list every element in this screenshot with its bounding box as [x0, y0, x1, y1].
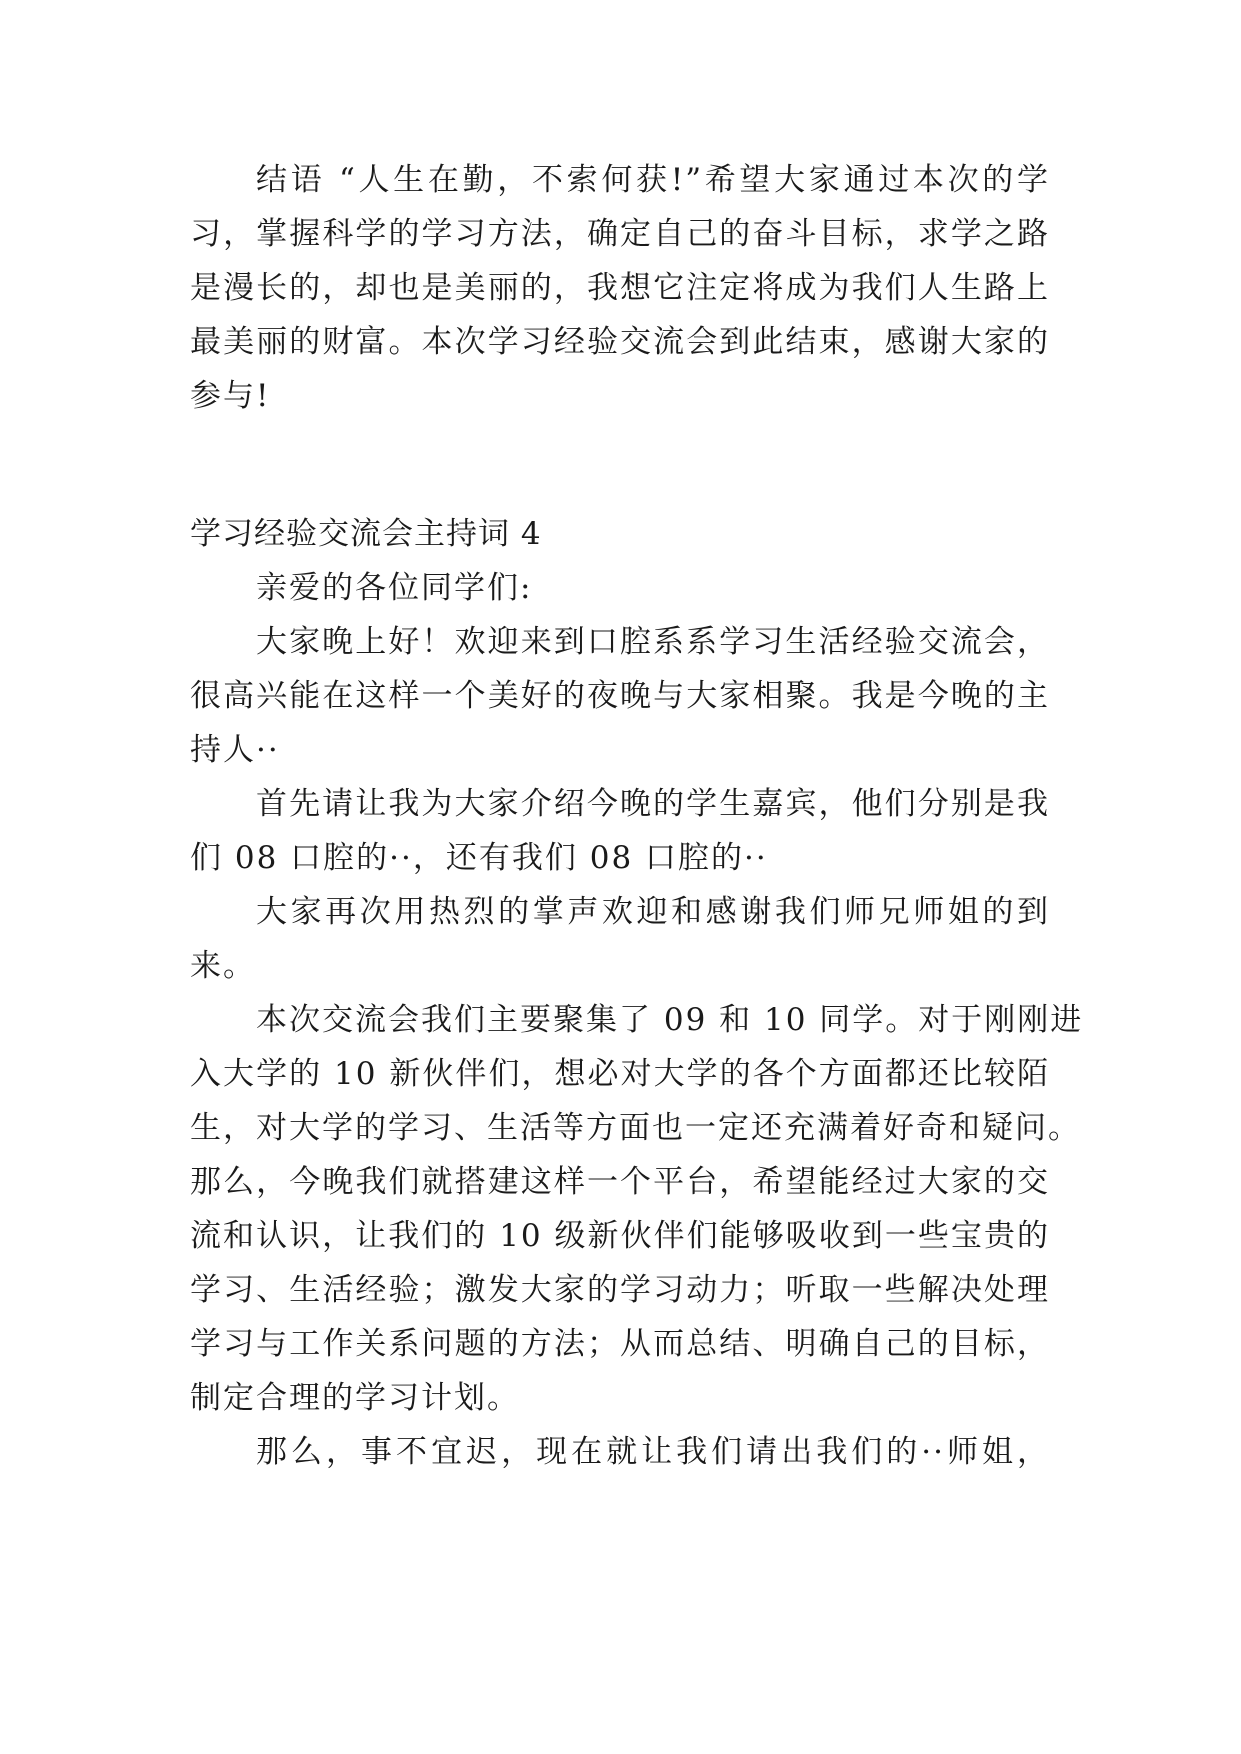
paragraph-4-line-8: 制定合理的学习计划。	[190, 1380, 520, 1416]
closing-line-3: 是漫长的，却也是美丽的，我想它注定将成为我们人生路上	[190, 270, 1050, 306]
paragraph-4-line-5: 流和认识，让我们的 10 级新伙伴们能够吸收到一些宝贵的	[190, 1218, 1050, 1254]
closing-line-2: 习，掌握科学的学习方法，确定自己的奋斗目标，求学之路	[190, 216, 1050, 252]
paragraph-3-line-2: 来。	[190, 948, 256, 984]
paragraph-2-line-1: 首先请让我为大家介绍今晚的学生嘉宾，他们分别是我	[256, 786, 1050, 822]
paragraph-4-line-4: 那么，今晚我们就搭建这样一个平台，希望能经过大家的交	[190, 1164, 1050, 1200]
closing-line-1: 结语 “人生在勤，不索何获!”希望大家通过本次的学	[256, 162, 1050, 198]
section-title: 学习经验交流会主持词 4	[190, 516, 542, 552]
closing-line-4: 最美丽的财富。本次学习经验交流会到此结束，感谢大家的	[190, 324, 1050, 360]
paragraph-1-line-2: 很高兴能在这样一个美好的夜晚与大家相聚。我是今晚的主	[190, 678, 1050, 714]
paragraph-5-line-1: 那么，事不宜迟，现在就让我们请出我们的··师姐，	[256, 1434, 1050, 1470]
paragraph-4-line-3: 生，对大学的学习、生活等方面也一定还充满着好奇和疑问。	[190, 1110, 1081, 1146]
paragraph-4-line-1: 本次交流会我们主要聚集了 09 和 10 同学。对于刚刚进	[256, 1002, 1084, 1038]
paragraph-2-line-2: 们 08 口腔的··，还有我们 08 口腔的··	[190, 840, 768, 876]
paragraph-1-line-3: 持人··	[190, 732, 280, 768]
closing-line-5: 参与!	[190, 378, 271, 414]
paragraph-4-line-2: 入大学的 10 新伙伴们，想必对大学的各个方面都还比较陌	[190, 1056, 1050, 1092]
paragraph-3-line-1: 大家再次用热烈的掌声欢迎和感谢我们师兄师姐的到	[256, 894, 1050, 930]
greeting: 亲爱的各位同学们:	[256, 570, 533, 606]
paragraph-4-line-7: 学习与工作关系问题的方法；从而总结、明确自己的目标，	[190, 1326, 1050, 1362]
paragraph-1-line-1: 大家晚上好！欢迎来到口腔系系学习生活经验交流会，	[256, 624, 1050, 660]
paragraph-4-line-6: 学习、生活经验；激发大家的学习动力；听取一些解决处理	[190, 1272, 1050, 1308]
